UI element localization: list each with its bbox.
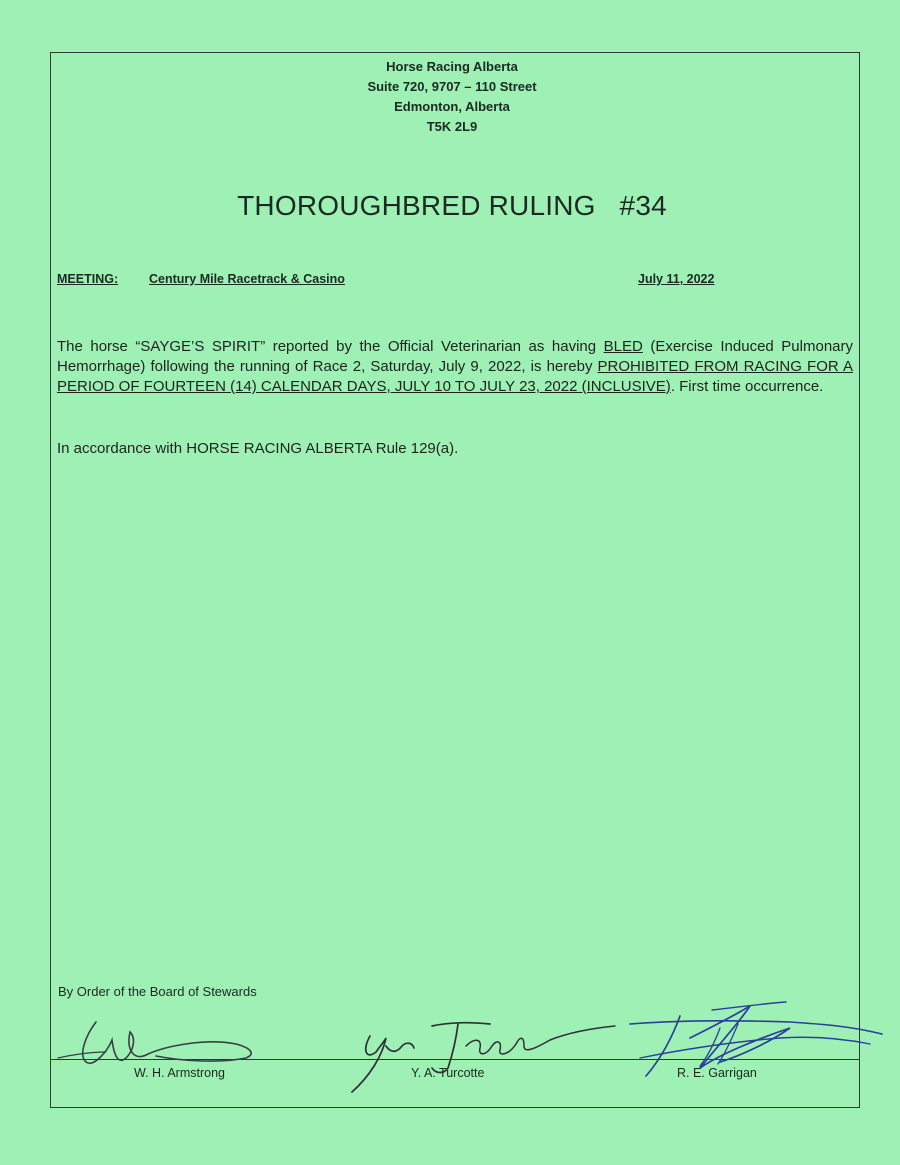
ruling-text-middle: (Exercise Induced Pulmonary Hemorrhage) following the running of Race 2, Saturday, July 9, 2022, is hereby: [57, 338, 853, 375]
steward-name-turcotte: Y. A. Turcotte: [411, 1066, 485, 1080]
steward-name-armstrong: W. H. Armstrong: [134, 1066, 225, 1080]
letterhead: [0, 57, 900, 137]
meeting-label: MEETING:: [57, 272, 119, 286]
organization-address: Suite 720, 9707 – 110 Street: [367, 79, 537, 94]
rule-reference: In accordance with HORSE RACING ALBERTA Rule 129(a).: [57, 440, 459, 457]
signature-turcotte: [340, 1016, 620, 1096]
meeting-date: July 11, 2022: [638, 272, 715, 286]
bled-term: BLED: [603, 338, 643, 355]
organization-postal-code: T5K 2L9: [426, 119, 478, 134]
organization-name: Horse Racing Alberta: [386, 59, 518, 74]
ruling-text-intro: The horse “SAYGE’S SPIRIT” reported by the Official Veterinarian as having: [57, 338, 604, 355]
organization-city: Edmonton, Alberta: [394, 99, 510, 114]
steward-name-garrigan: R. E. Garrigan: [677, 1066, 757, 1080]
ruling-paragraph: [57, 337, 853, 397]
ruling-text-end: . First time occurrence.: [670, 378, 824, 395]
ruling-title: THOROUGHBRED RULING #34: [237, 190, 667, 221]
prohibition-term: PROHIBITED FROM RACING FOR A PERIOD OF FOURTEEN (14) CALENDAR DAYS, JULY 10 TO JULY 23, 2022 (INCLUSIVE): [57, 358, 853, 395]
meeting-venue: Century Mile Racetrack & Casino: [149, 272, 345, 286]
stewards-caption: By Order of the Board of Stewards: [58, 984, 257, 999]
